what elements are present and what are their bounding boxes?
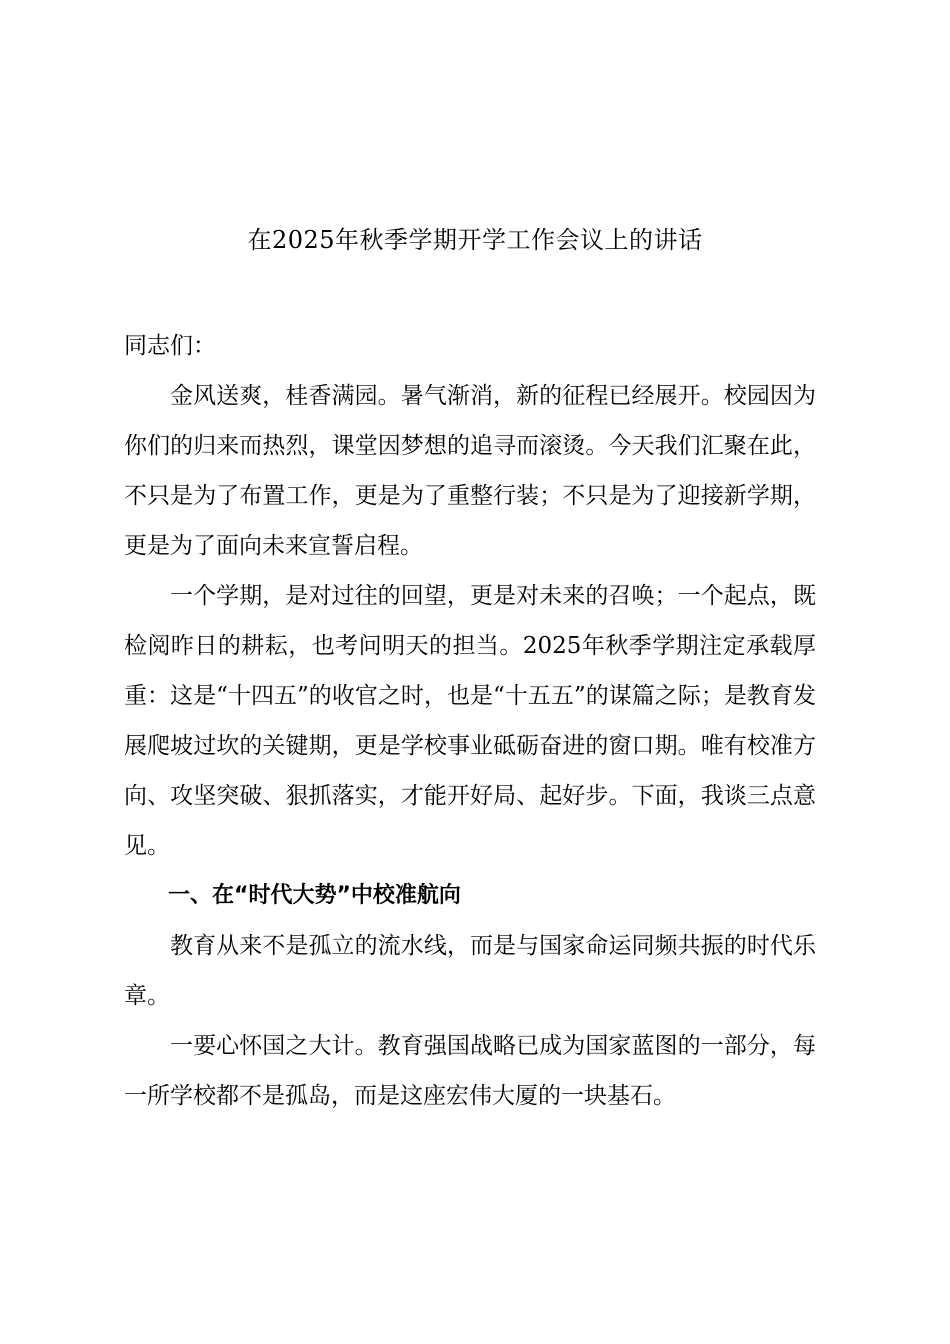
paragraph-point-one: 一要心怀国之大计。教育强国战略已成为国家蓝图的一部分，每一所学校都不是孤岛，而是这座宏伟大厦的一块基石。 <box>124 1033 816 1109</box>
document-title: 在2025年秋季学期开学工作会议上的讲话 <box>247 226 703 254</box>
paragraph-opening: 金风送爽，桂香满园。暑气渐消，新的征程已经展开。校园因为你们的归来而热烈，课堂因梦想的追寻而滚烫。今天我们汇聚在此，不只是为了布置工作，更是为了重整行装；不只是为了迎接新学期，更是为了面向未来宣誓启程。 <box>124 383 816 559</box>
paragraph-section-intro: 教育从来不是孤立的流水线，而是与国家命运同频共振的时代乐章。 <box>124 933 816 1009</box>
salutation: 同志们： <box>124 333 216 359</box>
document-body <box>124 321 816 1121</box>
section-heading: 一、在“时代大势”中校准航向 <box>168 883 461 908</box>
paragraph-context: 一个学期，是对过往的回望，更是对未来的召唤；一个起点，既检阅昨日的耕耘，也考问明天的担当。2025年秋季学期注定承载厚重：这是“十四五”的收官之时，也是“十五五”的谋篇之际；是教育发展爬坡过坎的关键期，更是学校事业砥砺奋进的窗口期。唯有校准方向、攻坚突破、狠抓落实，才能开好局、起好步。下面，我谈三点意见。 <box>124 583 816 859</box>
